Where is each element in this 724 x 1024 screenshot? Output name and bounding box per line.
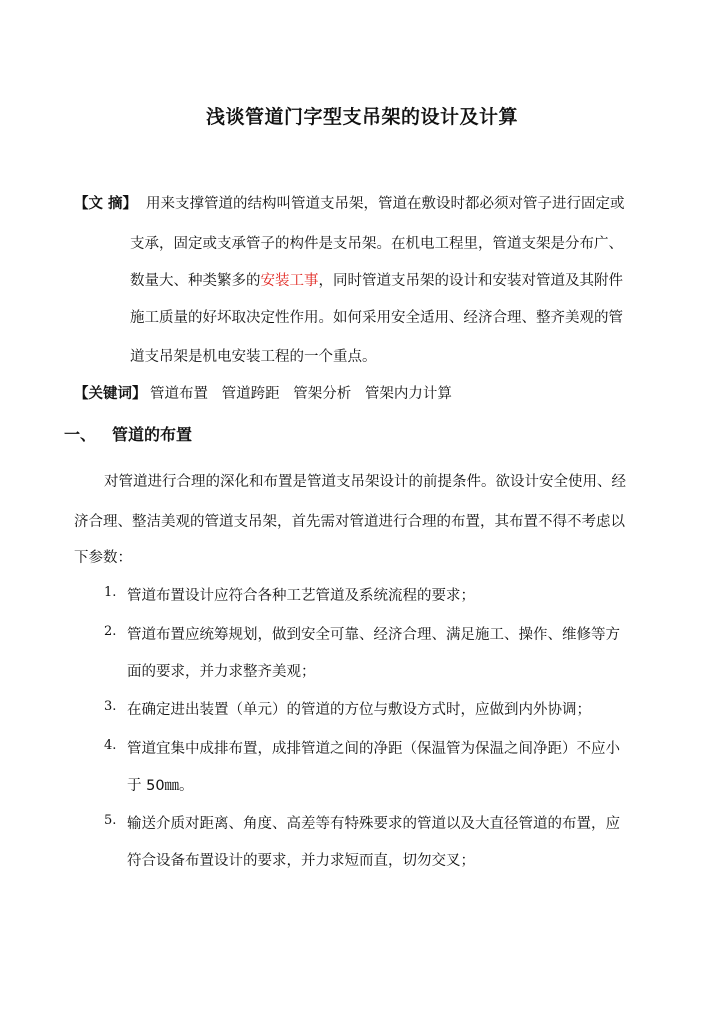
list-item-2-cont: 面的要求，并力求整齐美观； — [127, 664, 316, 680]
abstract-line-2: 支承，固定或支承管子的构件是支吊架。在机电工程里，管道支架是分布广、 — [130, 236, 623, 252]
list-item-4: 管道宜集中成排布置，成排管道之间的净距（保温管为保温之间净距）不应小 — [127, 741, 620, 757]
list-number: 4. — [104, 738, 117, 753]
section-heading — [64, 422, 192, 445]
abstract-line-4: 施工质量的好坏取决定性作用。如何采用安全适用、经济合理、整齐美观的管 — [130, 310, 623, 326]
list-number: 1. — [104, 585, 117, 600]
list-item-4-cont: 于 50㎜。 — [127, 778, 194, 794]
list-item-2: 管道布置应统筹规划，做到安全可靠、经济合理、满足施工、操作、维修等方 — [127, 627, 620, 643]
paragraph-line-3: 下参数： — [74, 550, 132, 566]
paragraph-line-2: 济合理、整洁美观的管道支吊架，首先需对管道进行合理的布置，其布置不得不考虑以 — [74, 514, 625, 530]
keyword-item: 管道跨距 — [221, 386, 280, 402]
document-title: 浅谈管道门字型支吊架的设计及计算 — [205, 106, 518, 128]
abstract-label: 【文 摘】 — [74, 196, 138, 212]
list-number: 5. — [104, 813, 117, 828]
list-item-3: 在确定进出装置（单元）的管道的方位与敷设方式时，应做到内外协调； — [127, 702, 591, 718]
section-number: 一、 — [64, 425, 97, 444]
keyword-item: 管架内力计算 — [364, 386, 452, 402]
abstract-line-5: 道支吊架是机电安装工程的一个重点。 — [130, 349, 377, 365]
abstract-line-3-post: ，同时管道支吊架的设计和安装对管道及其附件 — [318, 273, 623, 289]
abstract-line-3-pre: 数量大、种类繁多的 — [130, 273, 261, 289]
keyword-item: 管道布置 — [150, 386, 208, 402]
list-number: 2. — [104, 624, 117, 639]
list-number: 3. — [104, 699, 117, 714]
keyword-item: 管架分析 — [293, 386, 352, 402]
highlighted-term: 安装工事 — [260, 273, 319, 289]
abstract-line-3 — [130, 269, 623, 290]
abstract-line-1: 用来支撑管道的结构叫管道支吊架，管道在敷设时都必须对管子进行固定或 — [146, 196, 625, 212]
keywords-label: 【关键词】 — [74, 386, 147, 402]
list-item-5: 输送介质对距离、角度、高差等有特殊要求的管道以及大直径管道的布置，应 — [127, 816, 620, 832]
section-title: 管道的布置 — [112, 425, 193, 444]
list-item-1: 管道布置设计应符合各种工艺管道及系统流程的要求； — [127, 588, 475, 604]
keywords-list — [150, 382, 461, 403]
paragraph-line-1: 对管道进行合理的深化和布置是管道支吊架设计的前提条件。欲设计安全使用、经 — [104, 474, 626, 490]
list-item-5-cont: 符合设备布置设计的要求，并力求短而直，切勿交叉； — [127, 853, 475, 869]
